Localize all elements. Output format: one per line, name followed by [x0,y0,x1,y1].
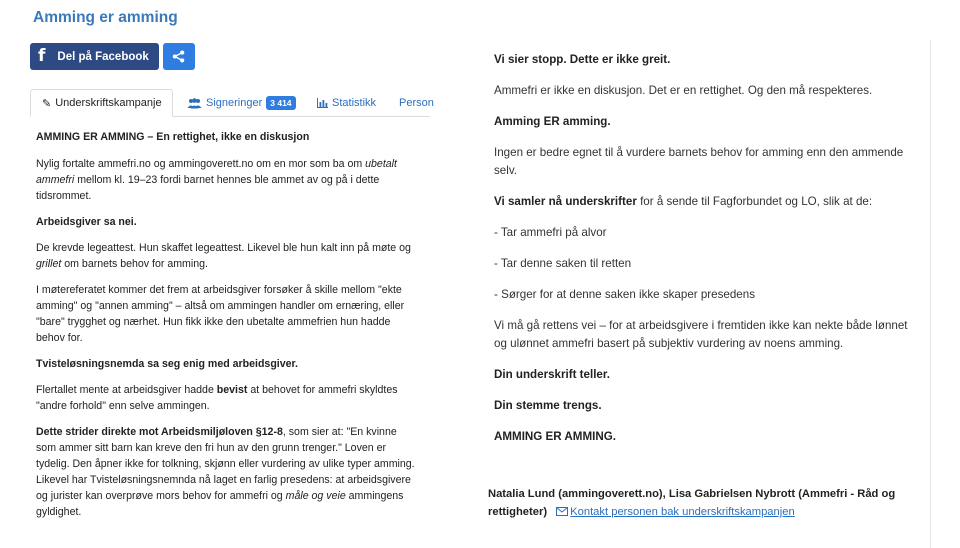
tab-signeringer[interactable] [187,89,296,117]
list-item: - Tar ammefri på alvor [494,226,607,239]
text-bold: bevist [216,384,248,396]
text: ammingens gyldighet. [36,490,404,518]
text-emphasis: grillet [36,258,62,270]
paragraph [36,382,416,414]
envelope-icon [556,507,568,516]
text: , som sier at: "En kvinne som ammer sitt barn kan kreve den fri hun av den grunn trenger." Loven er tydelig. Den åpner ikke for tolkning, skjønn eller vurdering av ulike typer amming. Likevel har Tvisteløsningsnemnda nå laget en farlig presedens: at arbeidsgivere og jurister kan overprøve mors behov for ammefri og [36,426,415,502]
tab-label: Underskriftskampanje [55,97,162,109]
paragraph: I møtereferatet kommer det frem at arbeidsgiver forsøker å skille mellom "ekte amming" og "annen amming" – altså om ammingen handler om ernæring, eller "bare" trygghet og nærhet. Hun fikk ikke den ubetalte ammefrien hun hadde behov for. [36,284,405,344]
paragraph [36,424,416,520]
facebook-icon: f [38,46,46,66]
tab-label: Statistikk [332,97,377,109]
text: for å sende til Fagforbundet og LO, slik at de: [636,195,873,208]
facebook-share-label: Del på Facebook [57,50,149,63]
list-item: - Tar denne saken til retten [494,257,632,270]
paragraph [36,240,416,272]
paragraph: Ammefri er ikke en diskusjon. Det er en rettighet. Og den må respekteres. [494,84,873,97]
statement: Din stemme trengs. [494,399,602,412]
paragraph [36,156,416,204]
statement: Vi sier stopp. Dette er ikke greit. [494,53,671,66]
tab-label: Person [399,97,434,109]
paragraph [494,193,914,211]
page-title: Amming er amming [33,9,178,26]
share-icon [172,50,185,63]
list-item: - Sørger for at denne saken ikke skaper presedens [494,288,755,301]
share-button[interactable] [163,43,195,70]
tab-underskriftskampanje[interactable] [30,89,173,117]
contact-label[interactable]: Kontakt personen bak underskriftskampanjen [570,506,795,518]
tab-statistikk[interactable] [317,89,376,117]
signature-count-badge: 3 414 [266,96,295,110]
text-emphasis: ubetalt ammefri [36,158,397,186]
text-bold: Vi samler nå underskrifter [494,195,637,208]
campaign-text-right [494,51,914,459]
users-icon [187,98,202,109]
text: om barnets behov for amming. [61,258,208,270]
tab-bar [30,89,434,117]
campaign-heading: AMMING ER AMMING – En rettighet, ikke en diskusjon [36,131,310,143]
facebook-share-button[interactable] [30,43,159,70]
text: mellom kl. 19–23 fordi barnet hennes ble ammet av og på i dette tidsrommet. [36,174,380,202]
text: De krevde legeattest. Hun skaffet legeattest. Likevel ble hun kalt inn på møte og [36,242,411,254]
author-names: Natalia Lund (ammingoverett.no), Lisa Gabrielsen Nybrott (Ammefri - Råd og rettigheter) [488,488,896,518]
statement: Amming ER amming. [494,115,611,128]
tab-label: Signeringer [206,97,263,109]
text-emphasis: måle og veie [285,490,346,502]
statement: Din underskrift teller. [494,368,610,381]
subheading: Arbeidsgiver sa nei. [36,216,137,228]
campaign-authors [488,485,928,521]
statement: AMMING ER AMMING. [494,430,616,443]
column-divider [930,40,931,548]
text: Flertallet mente at arbeidsgiver hadde [36,384,217,396]
text-bold: Dette strider direkte mot Arbeidsmiljøloven §12-8 [36,426,283,438]
contact-link[interactable] [550,506,795,518]
campaign-text-left [36,129,416,530]
paragraph: Vi må gå rettens vei – for at arbeidsgivere i fremtiden ikke kan nekte både lønnet og ulønnet ammefri basert på subjektiv vurdering av noens amming. [494,319,908,350]
paragraph: Ingen er bedre egnet til å vurdere barnets behov for amming enn den ammende selv. [494,146,904,177]
bar-chart-icon [317,98,328,108]
subheading: Tvisteløsningsnemda sa seg enig med arbeidsgiver. [36,358,298,370]
tab-person[interactable] [399,89,434,117]
pencil-icon: ✎ [42,97,52,110]
share-row [30,43,195,70]
text: at behovet for ammefri skyldtes "andre forhold" enn selve ammingen. [36,384,398,412]
text: Nylig fortalte ammefri.no og ammingoverett.no om en mor som ba om [36,158,366,170]
